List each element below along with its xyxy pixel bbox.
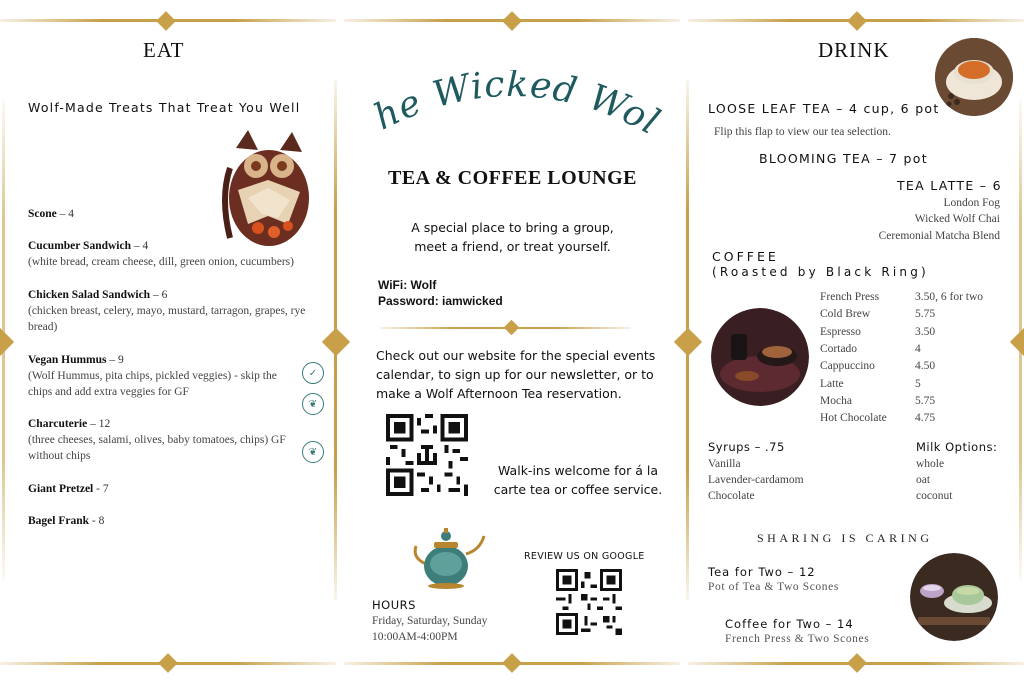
tagline-line: A special place to bring a group,	[411, 220, 614, 235]
coffee-for-two-desc: French Press & Two Scones	[725, 633, 870, 645]
item-price: – 4	[56, 208, 74, 220]
syrup-item: Lavender-cardamom	[708, 474, 804, 486]
ornament-diamond	[158, 653, 178, 673]
tea-cup-photo	[935, 38, 1013, 116]
item-price: – 4	[131, 240, 149, 252]
owl-pastry-image	[218, 128, 318, 250]
menu-item-scone	[28, 206, 310, 222]
item-description: (Wolf Hummus, pita chips, pickled veggies) - skip the chips and add extra veggies for GF	[28, 370, 277, 398]
walkins-line: Walk-ins welcome for á la	[498, 463, 658, 478]
tea-latte-item: Ceremonial Matcha Blend	[878, 230, 1000, 242]
coffee-name: Cortado	[820, 343, 858, 355]
website-line: calendar, to sign up for our newsletter, or to	[376, 367, 654, 382]
coffee-name: Cold Brew	[820, 308, 871, 320]
sharing-heading: SHARING IS CARING	[757, 531, 933, 545]
ornament-diamond	[847, 653, 867, 673]
coffee-menu-row	[820, 360, 1000, 372]
milk-item: whole	[916, 458, 945, 470]
loose-leaf-tea-heading: LOOSE LEAF TEA – 4 cup, 6 pot	[708, 101, 940, 116]
coffee-name: Latte	[820, 378, 844, 390]
review-label: REVIEW US ON GOOGLE	[524, 551, 645, 562]
milk-item: oat	[916, 474, 931, 486]
coffee-price: 4.50	[915, 360, 936, 372]
item-name: Cucumber Sandwich	[28, 240, 131, 252]
tea-latte-item: London Fog	[943, 197, 1000, 209]
ornament-diamond	[502, 11, 522, 31]
hours-title: HOURS	[372, 598, 416, 612]
coffee-menu-row	[820, 395, 1000, 407]
coffee-menu-row	[820, 326, 1000, 338]
syrups-heading: Syrups – .75	[708, 440, 785, 454]
ornament-diamond	[674, 328, 702, 356]
item-name: Scone	[28, 208, 57, 220]
item-price: - 7	[93, 483, 109, 495]
syrup-item: Vanilla	[708, 458, 741, 470]
wifi-password: Password: iamwicked	[378, 294, 503, 308]
coffee-heading: COFFEE	[712, 249, 779, 264]
item-name: Chicken Salad Sandwich	[28, 289, 151, 301]
menu-item-vegan-hummus	[28, 352, 298, 400]
coffee-menu-row	[820, 378, 1000, 390]
teapot-icon	[410, 524, 488, 592]
item-name: Bagel Frank	[28, 515, 90, 527]
coffee-name: Cappuccino	[820, 360, 875, 372]
menu-item-chicken-salad-sandwich	[28, 287, 310, 335]
coffee-photo	[711, 308, 809, 406]
coffee-price: 4	[915, 343, 921, 355]
svg-text:The Wicked Wolf	[362, 70, 662, 143]
item-name: Giant Pretzel	[28, 483, 94, 495]
coffee-price: 4.75	[915, 412, 936, 424]
milk-heading: Milk Options:	[916, 440, 998, 454]
gluten-free-badge-icon: ❦	[302, 393, 324, 415]
gluten-free-badge-icon: ❦	[302, 441, 324, 463]
website-qr-code[interactable]	[386, 414, 468, 496]
item-description: (chicken breast, celery, mayo, mustard, tarragon, grapes, rye bread)	[28, 305, 306, 333]
tea-for-two-photo	[910, 553, 998, 641]
coffee-name: French Press	[820, 291, 880, 303]
coffee-roaster: (Roasted by Black Ring)	[712, 265, 929, 279]
walkins-info	[488, 461, 668, 499]
coffee-menu-row	[820, 308, 1000, 320]
wicked-wolf-logo	[362, 70, 662, 150]
wifi-network: WiFi: Wolf	[378, 278, 437, 292]
eat-title: EAT	[143, 38, 185, 62]
tagline	[345, 218, 680, 256]
tea-latte-item: Wicked Wolf Chai	[914, 213, 1000, 225]
drink-title: DRINK	[818, 38, 890, 62]
coffee-price: 3.50	[915, 326, 936, 338]
menu-item-cucumber-sandwich	[28, 238, 310, 270]
coffee-name: Mocha	[820, 395, 852, 407]
edge-rule-left	[2, 100, 5, 580]
coffee-price: 5	[915, 378, 921, 390]
coffee-name: Espresso	[820, 326, 861, 338]
item-price: – 9	[106, 354, 124, 366]
ornament-diamond	[502, 653, 522, 673]
hours-days: Friday, Saturday, Sunday	[372, 615, 488, 627]
tea-latte-heading: TEA LATTE – 6	[897, 178, 1002, 193]
google-review-qr-code[interactable]	[556, 569, 622, 635]
item-price: - 8	[89, 515, 105, 527]
menu-item-giant-pretzel	[28, 481, 310, 497]
website-line: Check out our website for the special events	[376, 348, 656, 363]
ornament-diamond	[847, 11, 867, 31]
item-description: (white bread, cream cheese, dill, green onion, cucumbers)	[28, 256, 294, 268]
coffee-menu-row	[820, 291, 1000, 303]
website-info	[376, 346, 676, 403]
tea-for-two-heading: Tea for Two – 12	[708, 565, 816, 579]
coffee-name: Hot Chocolate	[820, 412, 887, 424]
menu-item-charcuterie	[28, 416, 298, 464]
blooming-tea-heading: BLOOMING TEA – 7 pot	[759, 151, 928, 166]
item-name: Vegan Hummus	[28, 354, 107, 366]
item-price: – 6	[150, 289, 168, 301]
coffee-menu-row	[820, 343, 1000, 355]
lounge-title: TEA & COFFEE LOUNGE	[388, 167, 637, 189]
menu-item-bagel-frank	[28, 513, 310, 529]
edge-rule-right	[1019, 100, 1022, 580]
syrup-item: Chocolate	[708, 490, 755, 502]
tagline-line: meet a friend, or treat yourself.	[414, 239, 611, 254]
hours-time: 10:00AM-4:00PM	[372, 631, 458, 643]
coffee-price: 3.50, 6 for two	[915, 291, 984, 303]
item-name: Charcuterie	[28, 418, 88, 430]
website-line: make a Wolf Afternoon Tea reservation.	[376, 386, 622, 401]
logo-text: he Wicked Wo	[367, 70, 655, 139]
ornament-diamond	[156, 11, 176, 31]
coffee-price: 5.75	[915, 308, 936, 320]
walkins-line: carte tea or coffee service.	[493, 482, 663, 497]
coffee-price: 5.75	[915, 395, 936, 407]
ornament-diamond	[322, 328, 350, 356]
eat-subtitle: Wolf-Made Treats That Treat You Well	[28, 100, 301, 115]
ornament-diamond	[504, 320, 520, 336]
item-description: (three cheeses, salami, olives, baby tomatoes, chips) GF without chips	[28, 434, 286, 462]
milk-item: coconut	[916, 490, 953, 502]
coffee-for-two-heading: Coffee for Two – 14	[725, 617, 854, 631]
flip-note: Flip this flap to view our tea selection.	[714, 126, 891, 138]
vegan-badge-icon: ✓	[302, 362, 324, 384]
item-price: – 12	[87, 418, 111, 430]
coffee-menu-row	[820, 412, 1000, 424]
tea-for-two-desc: Pot of Tea & Two Scones	[708, 581, 839, 593]
